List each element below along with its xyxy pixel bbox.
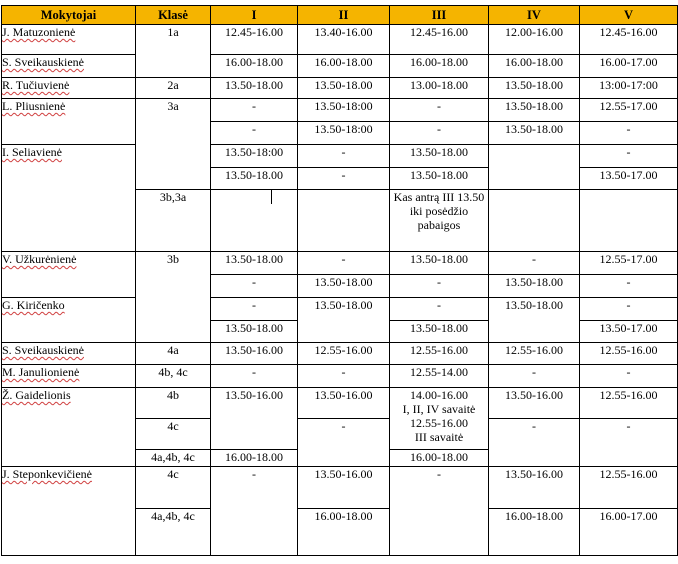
time-cell: 12.45-16.00: [580, 25, 678, 55]
class-cell: 4b: [136, 388, 211, 419]
class-cell: 4b, 4c: [136, 365, 211, 388]
teacher-cell: S. Sveikauskienė: [2, 55, 136, 78]
time-cell: -: [390, 99, 489, 122]
table-row: [2, 99, 678, 122]
time-cell: 12.55-16.00: [390, 343, 489, 365]
time-cell: 13.50-17.00: [580, 168, 678, 190]
time-cell: -: [489, 252, 580, 275]
time-cell: -: [580, 145, 678, 168]
table-row: [2, 467, 678, 509]
time-cell: -: [390, 122, 489, 145]
time-cell: -: [580, 122, 678, 145]
time-cell: -: [489, 365, 580, 388]
table-row: [2, 55, 678, 78]
time-cell: 13.50-18:00: [298, 99, 390, 122]
time-cell: 13.50-18.00: [489, 122, 580, 145]
time-cell: -: [580, 365, 678, 388]
week-label-a: I, II, IV savaitė: [402, 402, 476, 416]
table-row: [2, 252, 678, 275]
time-cell: 12.55-17.00: [580, 252, 678, 275]
time-cell: -: [298, 252, 390, 275]
time-cell: 13.50-18.00: [298, 78, 390, 99]
time-cell: 13.50-18.00: [489, 275, 580, 298]
time-cell: 13.50-18.00: [211, 168, 298, 190]
time-cell: 13.50-18.00: [390, 321, 489, 343]
col-header-day-1: I: [211, 6, 298, 25]
time-cell: 16.00-18.00: [298, 509, 390, 556]
time-cell: 12.55-16.00: [580, 388, 678, 419]
time-cell: 13:00-17:00: [580, 78, 678, 99]
time-cell: -: [580, 298, 678, 321]
table-row: [2, 25, 678, 55]
time-cell: -: [211, 275, 298, 298]
table-row: [2, 343, 678, 365]
table-row: [2, 388, 678, 419]
time-cell: 13.50-18.00: [298, 275, 390, 298]
time-cell: -: [390, 298, 489, 321]
week-label-b: III savaitė: [414, 430, 464, 444]
time-cell: 13.50-18.00: [298, 298, 390, 343]
time-cell: 12.45-16.00: [211, 25, 298, 55]
time-cell: -: [298, 145, 390, 168]
time-cell: -: [211, 298, 298, 321]
col-header-day-5: V: [580, 6, 678, 25]
class-cell: 4a: [136, 343, 211, 365]
time-cell: 13.50-18.00: [390, 145, 489, 168]
time-cell: 16.00-17.00: [580, 55, 678, 78]
time-cell: 16.00-18.00: [298, 55, 390, 78]
teacher-cell: M. Janulionienė: [2, 365, 136, 388]
time-cell: 13.50-16.00: [211, 388, 298, 450]
col-header-day-4: IV: [489, 6, 580, 25]
class-cell: 1a: [136, 25, 211, 78]
col-header-day-2: II: [298, 6, 390, 25]
class-cell: 4a,4b, 4c: [136, 450, 211, 467]
meeting-note-cell: Kas antrą III 13.50 iki posėdžio pabaigos: [390, 190, 489, 252]
schedule-table: [1, 5, 678, 556]
time-cell: 13.50-18.00: [390, 252, 489, 275]
time-cell: 12.55-16.00: [489, 343, 580, 365]
time-cell: 16.00-18.00: [211, 55, 298, 78]
class-cell: 3b: [136, 252, 211, 343]
teacher-cell: G. Kiričenko: [2, 298, 136, 343]
time-cell: [211, 190, 298, 252]
time-cell: -: [489, 419, 580, 467]
time-cell: 16.00-17.00: [580, 509, 678, 556]
time-cell: 13.50-18.00: [489, 78, 580, 99]
time-cell: -: [298, 419, 390, 467]
teacher-cell: J. Matuzonienė: [2, 25, 136, 55]
time-cell: -: [580, 419, 678, 467]
table-row: [2, 78, 678, 99]
time-cell: 13.40-16.00: [298, 25, 390, 55]
col-header-class: Klasė: [136, 6, 211, 25]
time-cell: 13.50-18.00: [211, 321, 298, 343]
time-cell: 13.50-18.00: [211, 252, 298, 275]
time-cell: 12.55-16.00: [580, 467, 678, 509]
time-cell: -: [211, 467, 298, 556]
time-cell: [580, 190, 678, 252]
class-cell: 4a,4b, 4c: [136, 509, 211, 556]
class-cell: 4c: [136, 467, 211, 509]
class-cell: 2a: [136, 78, 211, 99]
class-cell: 3a: [136, 99, 211, 190]
teacher-cell: R. Tučiuvienė: [2, 78, 136, 99]
time-cell: 13.50-18.00: [489, 99, 580, 122]
teacher-cell: V. Užkurėnienė: [2, 252, 136, 298]
cut-off-title: [330, 0, 678, 4]
time-cell: 13.50-18:00: [298, 122, 390, 145]
teacher-cell: J. Steponkevičienė: [2, 467, 136, 556]
time-cell: 16.00-18.00: [211, 450, 298, 467]
table-row: [2, 298, 678, 321]
time-cell: 12.55-17.00: [580, 99, 678, 122]
time-cell: 12.55-16.00: [580, 343, 678, 365]
time-cell: 12.45-16.00: [390, 25, 489, 55]
week-time-b: 12.55-16.00: [410, 416, 468, 430]
table-row: [2, 145, 678, 168]
time-cell: -: [211, 122, 298, 145]
time-cell: 13.50-16.00: [489, 467, 580, 509]
time-cell: 13.50-16.00: [298, 388, 390, 419]
time-cell: 13.50-16.00: [211, 343, 298, 365]
time-cell: -: [211, 99, 298, 122]
time-cell: 13.50-18:00: [211, 145, 298, 168]
time-cell: 13.50-16.00: [489, 388, 580, 419]
teacher-cell: I. Seliavienė: [2, 145, 136, 252]
time-cell: 13.50-16.00: [298, 467, 390, 509]
header-row: [2, 6, 678, 25]
time-cell: -: [211, 365, 298, 388]
time-cell: -: [298, 365, 390, 388]
teacher-cell: L. Pliusnienė: [2, 99, 136, 145]
time-cell: 13.50-18.00: [390, 168, 489, 190]
alternating-weeks-cell: [390, 388, 489, 450]
table-row: [2, 365, 678, 388]
time-cell: 13.50-18.00: [489, 298, 580, 343]
time-cell: 16.00-18.00: [390, 55, 489, 78]
time-cell: 13.50-18.00: [211, 78, 298, 99]
time-cell: 12.55-16.00: [298, 343, 390, 365]
time-cell: -: [390, 275, 489, 298]
class-cell: 3b,3a: [136, 190, 211, 252]
teacher-cell: S. Sveikauskienė: [2, 343, 136, 365]
time-cell: 13.00-18.00: [390, 78, 489, 99]
col-header-day-3: III: [390, 6, 489, 25]
time-cell: -: [580, 275, 678, 298]
col-header-teachers: Mokytojai: [2, 6, 136, 25]
time-cell: [489, 145, 580, 190]
time-cell: 16.00-18.00: [489, 509, 580, 556]
time-cell: -: [298, 168, 390, 190]
time-cell: 12.55-14.00: [390, 365, 489, 388]
time-cell: 13.50-17.00: [580, 321, 678, 343]
time-cell: 16.00-18.00: [390, 450, 489, 467]
teacher-cell: Ž. Gaidelionis: [2, 388, 136, 467]
week-time-a: 14.00-16.00: [410, 388, 468, 402]
time-cell: 16.00-18.00: [489, 55, 580, 78]
time-cell: [298, 190, 390, 252]
time-cell: [489, 190, 580, 252]
time-cell: 12.00-16.00: [489, 25, 580, 55]
time-cell: -: [390, 467, 489, 556]
text-cursor: [271, 190, 272, 204]
class-cell: 4c: [136, 419, 211, 450]
